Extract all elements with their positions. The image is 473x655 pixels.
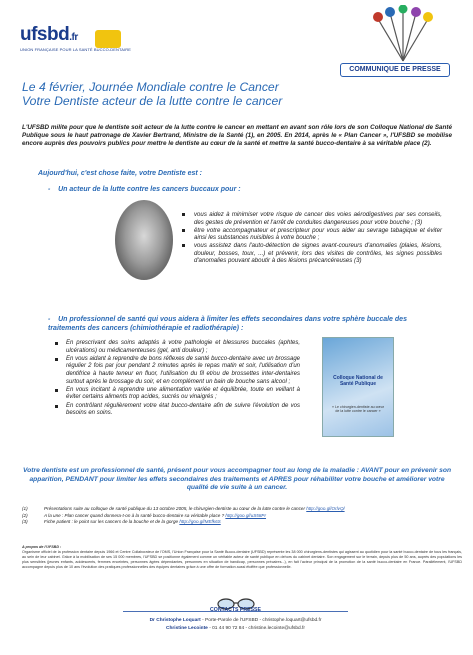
contact-1: Dr Christophe Loquart - Porte-Parole de l'UFSBD - christophe.loquart@ufsbd.fr: [149, 618, 322, 623]
intro-paragraph: L'UFSBD milite pour que le dentiste soit acteur de la lutte contre le cancer en mettant en avant son rôle lors de son Colloque National de Santé Publique sous le haut patronage de Xavier Bertrand, Ministre de la Santé (1), en 2005. En 2014, après le « Plan Cancer », l'UFSBD se mobilise encore auprès des pouvoirs publics pour mettre le dentiste au cœur de la santé et mettre la santé bucco-dentaire à sa véritable place (2).: [22, 124, 452, 148]
today-heading: Aujourd'hui, c'est chose faite, votre Dentiste est :: [38, 170, 202, 177]
section2-list: [54, 340, 300, 418]
list-item: vous aidez à minimiser votre risque de cancer des voies aérodigestives par ses conseils, des gestes de prévention et l'arrêt de conduites dangereuses pour votre bouche ; (3): [180, 211, 442, 226]
colloque-cover-subtitle: « Le chirurgien-dentiste au cœur de la lutte contre le cancer »: [332, 405, 384, 414]
list-item: En vous aidant à reprendre de bons réflexes de santé bucco-dentaire avec un brossage régulier 2 fois par jour pendant 2 minutes après le repas matin et soir, l'utilisation d'un dentifrice à haute teneur en fluor, l'utilisation du fil et/ou de brossettes inter-dentaires surtout après le brossage du soir, et en complément un bain de bouche sans alcool ;: [54, 356, 300, 386]
title-line-1: Le 4 février, Journée Mondiale contre le Cancer: [22, 80, 279, 94]
press-release-badge: COMMUNIQUE DE PRESSE: [340, 63, 450, 77]
logo-suffix: .fr: [69, 32, 78, 43]
about-heading: A propos de l'UFSBD :: [22, 545, 62, 549]
about-text: Organisme officiel de la profession dentaire depuis 1966 et Centre Collaborateur de l'OMS, l'Union Française pour la Santé Bucco-dentaire (UFSBD) représente les 38 000 chirurgiens-dentistes qui agissent au quotidien pour la santé bucco-dentaire de tous les français, au sein de leur cabinet. Grâce à la mobilisation de ses 15 000 membres, l'UFSBD se positionne également comme un véritable acteur de santé publique en dehors du cabinet dentaire. Son engagement sur le terrain, depuis plus de 50 ans, auprès des populations les plus sensibles (jeunes enfants, adolescents, femmes enceintes, personnes âgées dépendantes, personnes en situation de handicap, personnes précaires...), en fait l'acteur principal de la promotion de la santé bucco-dentaire en France. Parallèlement, l'UFSBD accompagne depuis plus de 10 ans l'évolution des pratiques professionnelles des équipes dentaires grâce à une offre de formation aussi étoffée que professionnelle.: [22, 549, 462, 569]
dentist-photo: [115, 200, 173, 280]
section2-heading: - Un professionnel de santé qui vous aidera à limiter les effets secondaires dans votre sphère buccale des traitements des cancers (chimiothérapie et radiothérapie) :: [48, 316, 407, 332]
reference-link[interactable]: http://goo.gl/uS58Pr: [225, 512, 267, 518]
reference-item: (3) Fiche patient : le point sur les cancers de la bouche et de la gorge http://goo.gl/MEfk6S: [22, 519, 221, 524]
title-line-2: Votre Dentiste acteur de la lutte contre le cancer: [22, 94, 283, 108]
section1-heading-text: Un acteur de la lutte contre les cancers buccaux pour :: [58, 186, 241, 193]
list-item: vous assistez dans l'auto-détection de signes avant-coureurs d'anomalies (plaies, lésions, douleur, bosses, toux, ...) et prévenir, lors des visites de contrôles, les signes possibles d'anomalies pouvant aboutir à des lésions précancéreuses (3): [180, 242, 442, 265]
reference-link[interactable]: http://goo.gl/MEfk6S: [179, 519, 221, 524]
reference-item: (1) Présentations suite au colloque de santé publique du 13 octobre 2005, le chirurgien-dentiste au cœur de la lutte contre le cancer http://goo.gl/OrlvQl: [22, 506, 345, 511]
logo-name: ufsbd: [20, 24, 70, 45]
section2-heading-text: Un professionnel de santé qui vous aidera à limiter les effets secondaires dans votre sphère buccale des traitements des cancers (chimiothérapie et radiothérapie) :: [48, 316, 407, 332]
colloque-cover-title: Colloque National de Santé Publique: [333, 375, 383, 387]
page-title: [22, 80, 452, 108]
section1-heading: - Un acteur de la lutte contre les cancers buccaux pour :: [48, 186, 241, 193]
about-section: [22, 545, 462, 570]
references: [22, 506, 462, 526]
section1-list: [180, 211, 442, 265]
reference-item: (2) A la une : Plan cancer quand donnera-t-on à la santé bucco-dentaire sa véritable place ? http://goo.gl/uS58Pr: [22, 512, 267, 518]
reference-link[interactable]: http://goo.gl/OrlvQl: [306, 506, 345, 511]
list-item: En vous incitant à reprendre une alimentation variée et équilibrée, toute en veillant à éviter certains aliments trop acides, sucrés ou vinaigrés ;: [54, 387, 300, 402]
logo-smile-icon: [95, 30, 121, 48]
conclusion-paragraph: Votre dentiste est un professionnel de santé, présent pour vous accompagner tout au long de la maladie : AVANT pour en prévenir son apparition, PENDANT pour limiter les effets secondaires des traitements et APRES pour réhabiliter votre bouche et améliorer votre qualité de vie suite à un cancer.: [22, 467, 452, 492]
contact-2: Christine Lecointe - 01 44 90 72 84 - christine.lecointe@ufsbd.fr: [166, 626, 305, 631]
ufsbd-logo[interactable]: [20, 24, 78, 46]
list-item: En contrôlant régulièrement votre état bucco-dentaire afin de suivre l'évolution de vos besoins en soins.: [54, 403, 300, 418]
colloque-cover-image: [322, 337, 394, 437]
microphones-icon: [368, 5, 438, 63]
list-item: être votre accompagnateur et prescripteur pour vous aider au sevrage tabagique et éviter ainsi les substances nuisibles à votre bouche ;: [180, 227, 442, 242]
logo-tagline: UNION FRANÇAISE POUR LA SANTÉ BUCCO-DENTAIRE: [20, 47, 132, 52]
list-item: En prescrivant des soins adaptés à votre pathologie et blessures buccales (aphtes, ulcérations) ou médicamenteuses (gel, anti douleur) ;: [54, 340, 300, 355]
contacts-label: CONTACTS PRESSE: [210, 607, 261, 613]
